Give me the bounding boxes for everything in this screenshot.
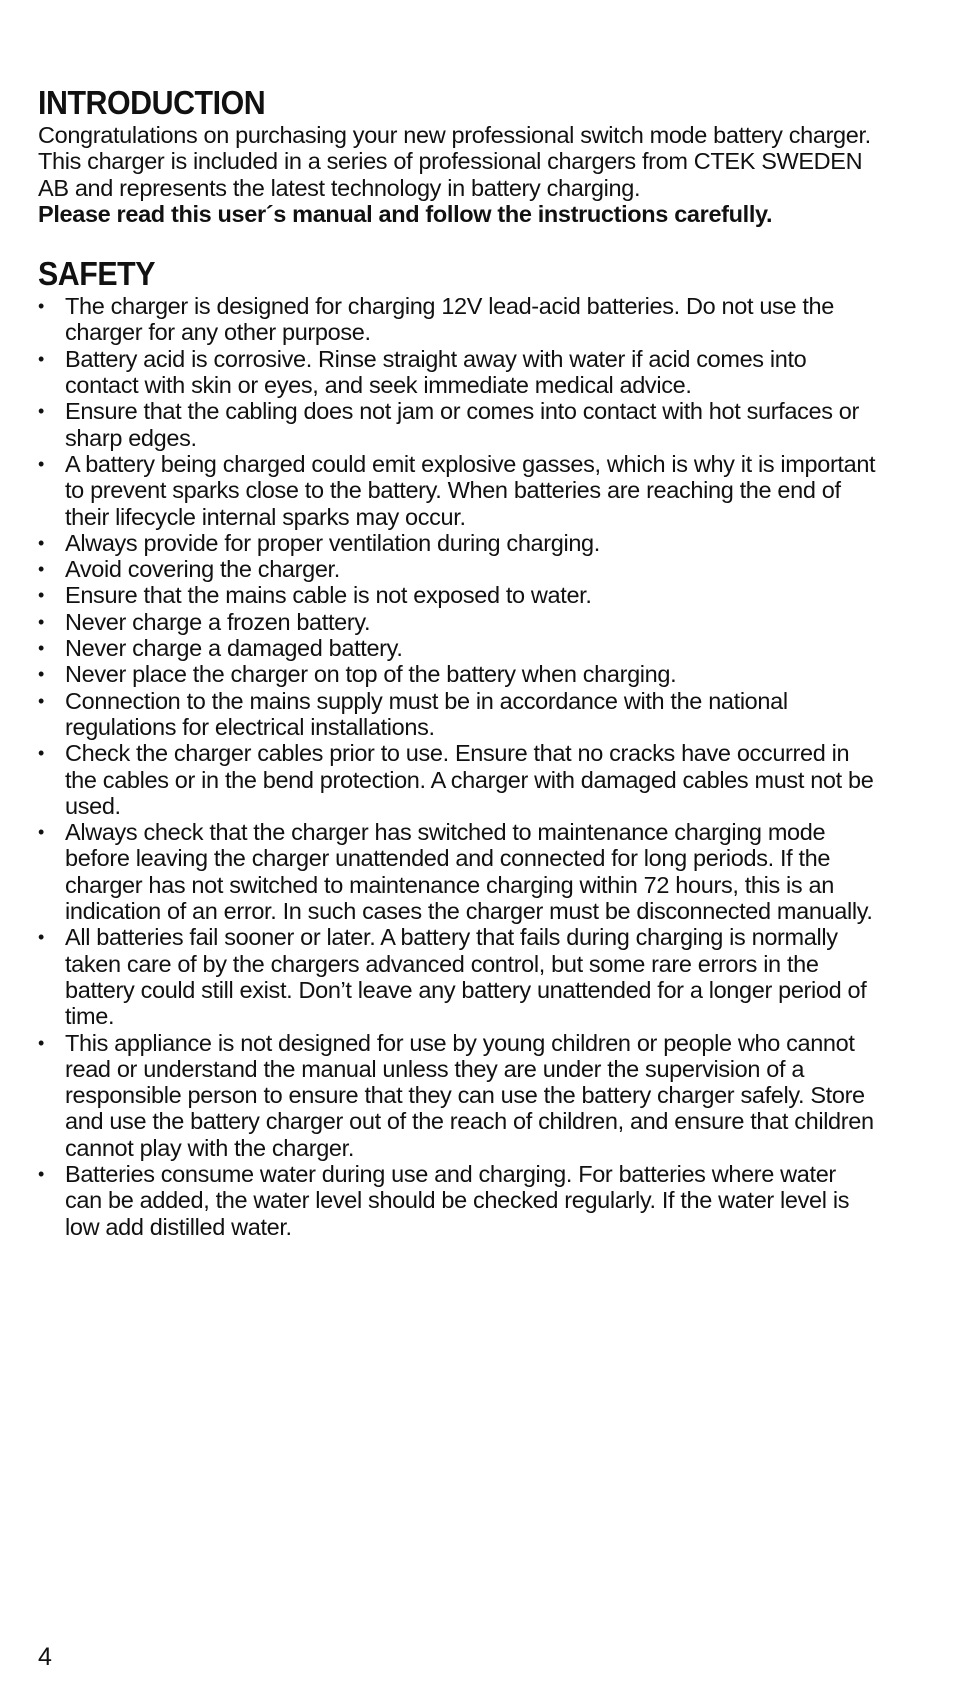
introduction-section [38, 84, 878, 227]
safety-item-text: Always check that the charger has switched to maintenance charging mode before leaving the charger unattended and connected for long periods. If the charger has not switched to maintenance charging within 72 hours, this is an indication of an error. In such cases the charger must be disconnected manually. [65, 819, 873, 925]
safety-item-text: Connection to the mains supply must be in accordance with the national regulations for electrical installations. [65, 687, 788, 740]
bullet-icon: • [38, 664, 44, 685]
safety-list-item [38, 582, 878, 608]
safety-item-text: Battery acid is corrosive. Rinse straight away with water if acid comes into contact with skin or eyes, and seek immediate medical advice. [65, 345, 807, 399]
bullet-icon: • [38, 743, 44, 764]
safety-item-text: This appliance is not designed for use by young children or people who cannot read or understand the manual unless they are under the supervision of a responsible person to ensure that they can use the battery charger safely. Store and use the battery charger out of the reach of children, and ensure that children cannot play with the charger. [65, 1029, 874, 1161]
bullet-icon: • [38, 559, 44, 580]
safety-list-item [38, 609, 878, 635]
safety-item-text: Avoid covering the charger. [65, 556, 340, 583]
safety-list-item [38, 346, 878, 399]
introduction-heading: INTRODUCTION [38, 84, 266, 121]
safety-list-item [38, 924, 878, 1029]
bullet-icon: • [38, 401, 44, 422]
safety-item-text: Ensure that the mains cable is not exposed to water. [65, 582, 592, 609]
safety-list-item [38, 1161, 878, 1240]
page-content [38, 84, 878, 1240]
safety-item-text: Batteries consume water during use and charging. For batteries where water can be added, the water level should be checked regularly. If the water level is low add distilled water. [65, 1160, 850, 1240]
bullet-icon: • [38, 585, 44, 606]
bullet-icon: • [38, 453, 44, 474]
bullet-icon: • [38, 822, 44, 843]
introduction-text [38, 122, 878, 227]
introduction-instruction: Please read this user´s manual and follow the instructions carefully. [38, 200, 773, 227]
safety-list-item [38, 451, 878, 530]
bullet-icon: • [38, 296, 44, 317]
safety-item-text: Always provide for proper ventilation during charging. [65, 529, 600, 556]
safety-list-item [38, 661, 878, 687]
safety-section [38, 255, 878, 1240]
safety-list-item [38, 398, 878, 451]
safety-list-item [38, 635, 878, 661]
bullet-icon: • [38, 1032, 44, 1053]
safety-item-text: Never charge a frozen battery. [65, 608, 371, 635]
bullet-icon: • [38, 532, 44, 553]
safety-item-text: Check the charger cables prior to use. Ensure that no cracks have occurred in the cables or in the bend protection. A charger with damaged cables must not be used. [65, 740, 874, 819]
safety-item-text: The charger is designed for charging 12V lead-acid batteries. Do not use the charger for any other purpose. [65, 293, 834, 346]
bullet-icon: • [38, 1163, 44, 1184]
safety-list-item [38, 556, 878, 582]
safety-item-text: All batteries fail sooner or later. A battery that fails during charging is normally taken care of by the chargers advanced control, but some rare errors in the battery could still exist. Don’t leave any battery unattended for a longer period of time. [65, 924, 867, 1030]
safety-list-item [38, 688, 878, 741]
safety-list-item [38, 740, 878, 819]
safety-item-text: Never charge a damaged battery. [65, 635, 403, 662]
safety-list-item [38, 1030, 878, 1161]
bullet-icon: • [38, 690, 44, 711]
bullet-icon: • [38, 611, 44, 632]
safety-list-item [38, 293, 878, 346]
safety-heading: SAFETY [38, 255, 156, 293]
safety-list-item [38, 530, 878, 556]
safety-item-text: Never place the charger on top of the battery when charging. [65, 661, 677, 688]
bullet-icon: • [38, 638, 44, 659]
safety-item-text: Ensure that the cabling does not jam or comes into contact with hot surfaces or sharp edges. [65, 398, 859, 451]
introduction-body: Congratulations on purchasing your new professional switch mode battery charger. This charger is included in a series of professional chargers from CTEK SWEDEN AB and represents the latest technology in battery charging. [38, 122, 871, 201]
safety-item-text: A battery being charged could emit explosive gasses, which is why it is important to prevent sparks close to the battery. When batteries are reaching the end of their lifecycle internal sparks may occur. [65, 450, 876, 530]
bullet-icon: • [38, 927, 44, 948]
safety-list [38, 293, 878, 1240]
page-number: 4 [38, 1643, 52, 1671]
safety-list-item [38, 819, 878, 924]
bullet-icon: • [38, 348, 44, 369]
